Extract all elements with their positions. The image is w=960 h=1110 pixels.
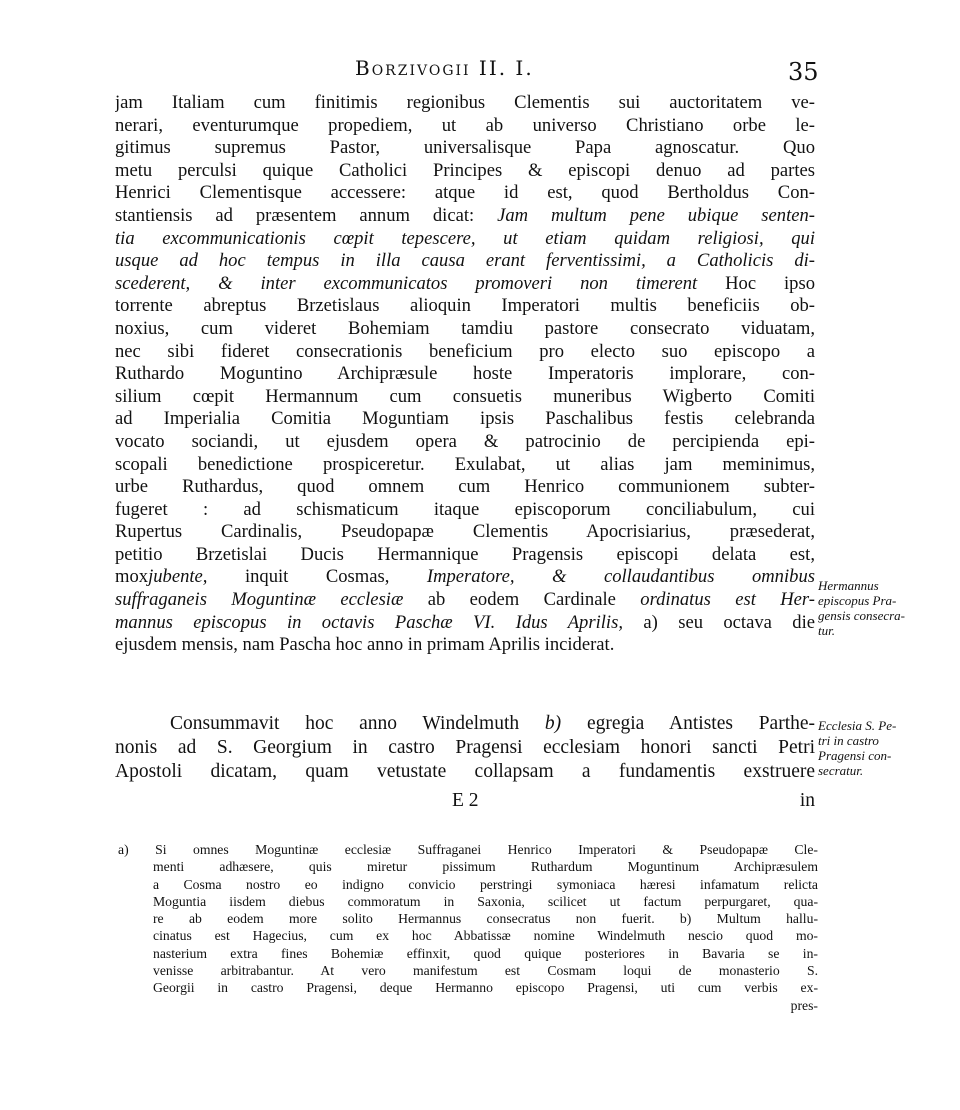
text-segment: Consummavit hoc anno Windelmuth	[170, 713, 520, 734]
catchword: in	[799, 790, 815, 811]
text-segment: Hoc ipso	[725, 272, 815, 294]
margin-note-line: secratur.	[818, 763, 864, 778]
text-segment: egregia Antistes Parthe-	[586, 713, 815, 734]
footnote-line: pres-	[790, 997, 818, 1013]
text-line: Henrici Clementisque accessere: atque id est, quod Bertholdus Con-	[115, 182, 815, 204]
margin-note-hermannus	[818, 578, 948, 638]
text-line: torrente abreptus Brzetislaus alioquin Imperatori multis beneficiis ob-	[115, 295, 815, 317]
quotation-end: scederent, & inter excommunicatos promoveri non timerent	[115, 272, 698, 294]
footnote-line: Georgii in castro Pragensi, deque Hermanno episcopo Pragensi, uti cum verbis ex-	[153, 980, 818, 996]
text-line: ad Imperialia Comitia Moguntiam ipsis Paschalibus festis celebranda	[115, 408, 815, 430]
text-line: Ruthardo Moguntino Archipræsule hoste Imperatoris implorare, con-	[115, 363, 815, 385]
footnote-line: re ab eodem more solito Hermannus consecratus non fuerit. b) Multum hallu-	[153, 911, 818, 927]
footnote-reference: a)	[643, 611, 658, 633]
text-line: gitimus supremus Pastor, universalisque Papa agnoscatur. Quo	[115, 137, 815, 159]
text-line: nonis ad S. Georgium in castro Pragensi ecclesiam honori sancti Petri	[115, 737, 815, 758]
text-line	[115, 205, 815, 228]
margin-note-line: tri in castro	[818, 733, 879, 748]
text-line: nerari, eventurumque propediem, ut ab universo Christiano orbe le-	[115, 114, 815, 136]
footnote-line: a Cosma nostro eo indigno convicio perstringi symoniaca hæresi infamatum relicta	[153, 876, 818, 892]
text-line: scopali benedictione prospiceretur. Exulabat, ut alias jam meminimus,	[115, 453, 815, 475]
text-line: jam Italiam cum finitimis regionibus Clementis sui auctoritatem ve-	[115, 92, 815, 113]
quotation-start: Jam multum pene ubique senten-	[497, 204, 815, 226]
footnote-line: nasterium extra fines Bohemiæ effinxit, quod quique posteriores in Bavaria se in-	[153, 945, 818, 961]
footnote-line: cinatus est Hagecius, cum ex hoc Abbatissæ nomine Windelmuth nescio quod mo-	[153, 928, 818, 944]
text-segment: inquit Cosmas,	[244, 566, 390, 588]
margin-note-line: Hermannus	[818, 578, 879, 593]
margin-note-line: gensis consecra-	[818, 608, 906, 623]
margin-note-line: Ecclesia S. Pe-	[818, 718, 897, 733]
text-line: usque ad hoc tempus in illa causa erant ferventissimi, a Catholicis di-	[115, 250, 815, 272]
margin-note-line: tur.	[818, 623, 835, 638]
second-paragraph	[115, 712, 815, 784]
margin-note-line: episcopus Pra-	[818, 593, 897, 608]
text-segment: Imperatore, & collaudantibus omnibus	[426, 566, 815, 588]
catch-line	[115, 790, 815, 814]
text-line: ejusdem mensis, nam Pascha hoc anno in primam Aprilis inciderat.	[115, 634, 615, 656]
signature-mark: E 2	[452, 790, 479, 811]
margin-note-line: Pragensi con-	[818, 748, 892, 763]
text-line: silium cœpit Hermannum cum consuetis muneribus Wigberto Comiti	[115, 385, 815, 407]
footnote-line: menti adhæsere, quis miretur pissimum Ruthardum Moguntinum Archipræsulem	[153, 859, 818, 875]
text-segment: mannus episcopus in octavis Paschæ VI. Idus Aprilis,	[115, 611, 623, 633]
text-line: Rupertus Cardinalis, Pseudopapæ Clementis Apocrisiarius, præsederat,	[115, 521, 815, 543]
text-line: Apostoli dicatam, quam vetustate collapsam a fundamentis exstruere	[115, 761, 815, 782]
text-line: metu perculsi quique Catholici Principes & episcopi denuo ad partes	[115, 159, 815, 181]
footnotes	[118, 841, 818, 1014]
text-segment: jubente,	[148, 566, 208, 588]
text-segment: seu octava die	[678, 611, 815, 633]
text-segment: ordinatus est Her-	[640, 589, 815, 611]
running-head: Borzivogii II. I.	[355, 56, 534, 80]
text-segment: stantiensis ad præsentem annum dicat:	[115, 204, 475, 226]
text-line: noxius, cum videret Bohemiam tamdiu pastore consecrato viduatam,	[115, 317, 815, 339]
text-line	[115, 712, 815, 736]
text-line: tia excommunicationis cœpit tepescere, ut etiam quidam religiosi, qui	[115, 227, 815, 249]
text-line: vocato sociandi, ut ejusdem opera & patrocinio de percipienda epi-	[115, 430, 815, 452]
text-segment: suffraganeis Moguntinæ ecclesiæ	[115, 589, 404, 611]
footnote-reference: b)	[544, 713, 562, 734]
text-line: fugeret : ad schismaticum itaque episcoporum conciliabulum, cui	[115, 498, 815, 520]
text-line: urbe Ruthardus, quod omnem cum Henrico communionem subter-	[115, 476, 815, 498]
text-segment: ab eodem Cardinale	[427, 589, 616, 611]
footnote-line: Moguntia iisdem diebus commoratum in Saxonia, scilicet ut factum perpurgaret, qua-	[153, 893, 818, 909]
text-line: petitio Brzetislai Ducis Hermannique Pragensis episcopi delata est,	[115, 543, 815, 565]
text-line	[115, 589, 815, 612]
footnote-line: venisse arbitrabantur. At vero manifestum est Cosmam loqui de monasterio S.	[153, 963, 818, 979]
page-number: 35	[788, 58, 819, 86]
text-segment: mox	[115, 566, 149, 588]
text-line: nec sibi fideret consecrationis beneficium pro electo suo episcopo a	[115, 340, 815, 362]
text-line	[115, 566, 815, 589]
footnote-line: a) Si omnes Moguntinæ ecclesiæ Suffraganei Henrico Imperatori & Pseudopapæ Cle-	[118, 842, 818, 857]
text-line	[115, 273, 815, 296]
margin-note-ecclesia	[818, 718, 948, 778]
text-line	[115, 612, 815, 635]
main-paragraph	[115, 92, 815, 657]
